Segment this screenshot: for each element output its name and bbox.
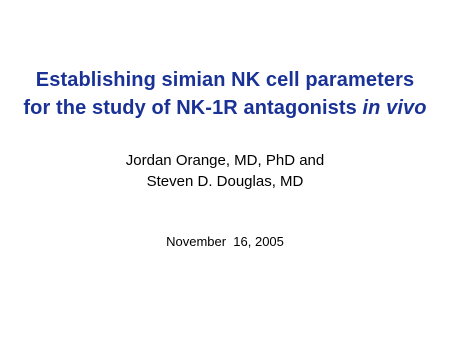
title-line-2-text: for the study of NK-1R antagonists [23, 97, 363, 119]
title-italic-text: in vivo [362, 97, 427, 119]
authors [0, 150, 450, 192]
author-line-2: Steven D. Douglas, MD [146, 173, 304, 190]
presentation-date: November 16, 2005 [166, 234, 284, 249]
title-line-1: Establishing simian NK cell parameters [35, 69, 415, 91]
author-line-1: Jordan Orange, MD, PhD and [125, 152, 325, 169]
slide-title [0, 66, 450, 122]
title-line-2 [0, 94, 450, 122]
